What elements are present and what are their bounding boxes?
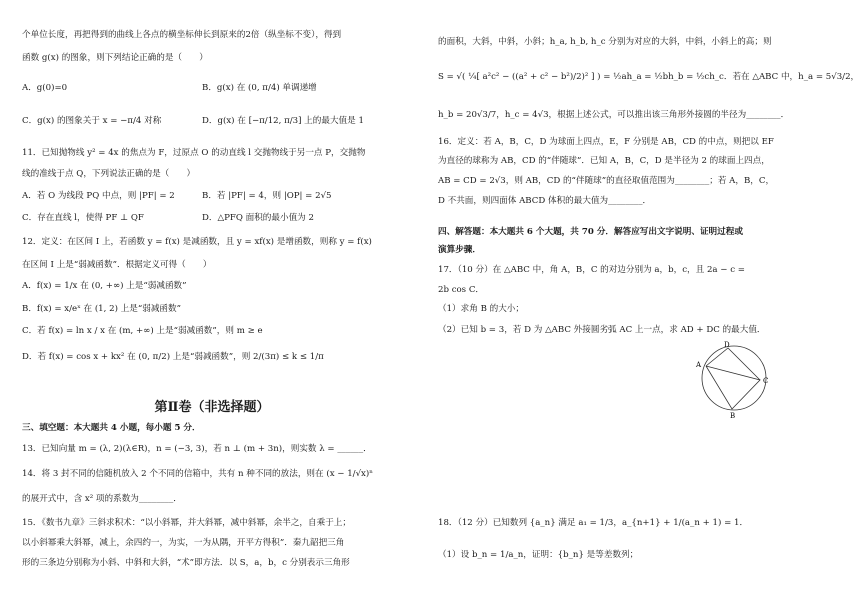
- q18-line-1: 18．（12 分）已知数列 {a_n} 满足 a₁ = 1/3，a_{n+1} + 1/(a_n + 1) = 1．: [438, 518, 749, 528]
- q10-option-d: D．g(x) 在 [−π/12, π/3] 上的最大值是 1: [202, 116, 364, 126]
- section4-heading-2: 演算步骤．: [438, 245, 481, 255]
- q12-option-c: C．若 f(x) = ln x / x 在 (m, +∞) 上是“弱减函数”，则 m ≥ e: [22, 326, 263, 336]
- point-d-label: D: [724, 341, 730, 349]
- q11-option-b: B．若 |PF| = 4，则 |OP| = 2√5: [202, 191, 332, 201]
- q17-part-2: （2）已知 b = 3，若 D 为 △ABC 外接圆劣弧 AC 上一点，求 AD + DC 的最大值．: [438, 325, 766, 335]
- point-c-label: C: [763, 377, 769, 385]
- q11-option-c: C．存在直线 l，使得 PF ⊥ QF: [22, 213, 144, 223]
- intro-line-1: 个单位长度，再把得到的曲线上各点的横坐标伸长到原来的2倍（纵坐标不变），得到: [22, 30, 342, 40]
- q14-line-2: 的展开式中，含 x² 项的系数为________．: [22, 494, 182, 504]
- q12-line-1: 12．定义：在区间 I 上，若函数 y = f(x) 是减函数，且 y = xf(x) 是增函数，则称 y = f(x): [22, 237, 372, 247]
- part2-title: 第Ⅱ卷（非选择题）: [154, 400, 270, 415]
- q17-line-2: 2b cos C．: [438, 285, 484, 295]
- q15-line-1: 15．《数书九章》三斜求积术：“以小斜幂，并大斜幂，减中斜幂，余半之，自乘于上；: [22, 518, 351, 528]
- q11-option-a: A．若 O 为线段 PQ 中点，则 |PF| = 2: [22, 191, 175, 201]
- q12-option-b: B．f(x) = x/eˣ 在 (1, 2) 上是“弱减函数”: [22, 304, 182, 314]
- point-b-label: B: [730, 412, 736, 420]
- q15-line-3: 形的三条边分别称为小斜、中斜和大斜，“术”即方法．以 S，a，b，c 分别表示三角形: [22, 558, 350, 568]
- q15-cont-line-1: 的面积，大斜，中斜，小斜；h_a, h_b, h_c 分别为对应的大斜，中斜，小斜上的高；则: [438, 37, 772, 47]
- q12-option-d: D．若 f(x) = cos x + kx² 在 (0, π/2) 上是“弱减函数”，则 2/(3π) ≤ k ≤ 1/π: [22, 352, 324, 362]
- q10-option-a: A．g(0)=0: [22, 83, 68, 93]
- left-column: [22, 0, 402, 608]
- point-a-label: A: [696, 361, 702, 369]
- q13: 13．已知向量 m = (λ, 2)(λ∈R)，n = (−3, 3)，若 n ⊥ (m + 3n)，则实数 λ = ______．: [22, 444, 372, 454]
- right-column: [438, 0, 860, 608]
- q17-part-1: （1）求角 B 的大小；: [438, 304, 524, 314]
- q12-line-2: 在区间 I 上是“弱减函数”．根据定义可得（ ）: [22, 260, 212, 270]
- q11-line-2: 线的准线于点 Q，下列说法正确的是（ ）: [22, 169, 196, 179]
- q16-line-4: D 不共面，则四面体 ABCD 体积的最大值为________．: [438, 196, 652, 206]
- circumcircle: [702, 346, 769, 410]
- q16-line-2: 为直径的球称为 AB，CD 的“伴随球”．已知 A，B，C，D 是半径为 2 的球面上四点，: [438, 156, 770, 166]
- q15-cont-line-3: h_b = 20√3/7，h_c = 4√3，根据上述公式，可以推出该三角形外接圆的半径为________．: [438, 110, 790, 120]
- section4-heading-1: 四、解答题：本大题共 6 个大题，共 70 分．解答应写出文字说明、证明过程或: [438, 227, 743, 237]
- q10-option-b: B．g(x) 在 (0, π/4) 单调递增: [202, 83, 317, 93]
- q10-option-c: C．g(x) 的图象关于 x = −π/4 对称: [22, 116, 162, 126]
- q14-line-1: 14．将 3 封不同的信随机放入 2 个不同的信箱中，共有 n 种不同的放法，则在 (x − 1/√x)ⁿ: [22, 469, 373, 479]
- q16-line-1: 16．定义：若 A，B，C，D 为球面上四点，E，F 分别是 AB，CD 的中点，则把以 EF: [438, 137, 774, 147]
- section3-heading: 三、填空题：本大题共 4 小题，每小题 5 分．: [22, 423, 201, 433]
- q17-line-1: 17．（10 分）在 △ABC 中，角 A，B，C 的对边分别为 a，b，c，且 2a − c =: [438, 265, 745, 275]
- q15-line-2: 以小斜幂乘大斜幂，减上，余四约一，为实，一为从隅，开平方得积”．秦九韶把三角: [22, 538, 345, 548]
- q18-part-1: （1）设 b_n = 1/a_n，证明：{b_n} 是等差数列；: [438, 550, 639, 560]
- intro-line-2: 函数 g(x) 的图象，则下列结论正确的是（ ）: [22, 53, 208, 63]
- q12-option-a: A．f(x) = 1/x 在 (0, +∞) 上是“弱减函数”: [22, 281, 187, 291]
- q15-cont-formula: S = √( ¼[ a²c² − ((a² + c² − b²)/2)² ] ) = ½ah_a = ½bh_b = ½ch_c．若在 △ABC 中，h_a = 5√3/2，: [438, 72, 860, 82]
- q11-line-1: 11．已知抛物线 y² = 4x 的焦点为 F，过原点 O 的动直线 l 交抛物线于另一点 P，交抛物: [22, 148, 366, 158]
- circle-triangle-figure: [690, 340, 780, 420]
- q11-option-d: D．△PFQ 面积的最小值为 2: [202, 213, 314, 223]
- q16-line-3: AB = CD = 2√3，则 AB，CD 的“伴随球”的直径取值范围为________；若 A，B，C，: [438, 176, 775, 186]
